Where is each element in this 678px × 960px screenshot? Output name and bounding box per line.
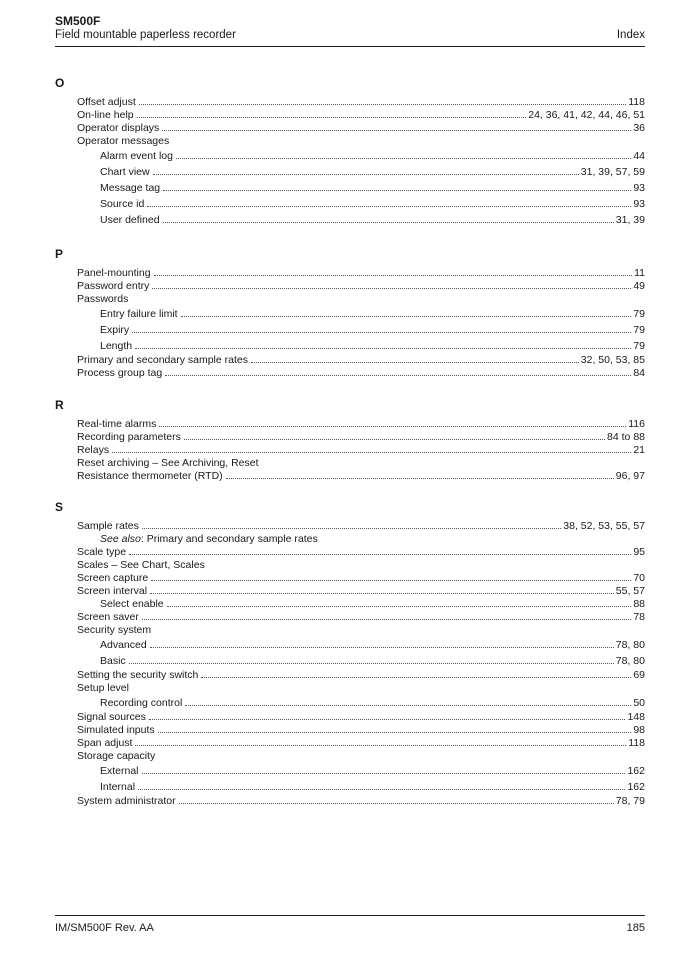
- index-entry: On-line help 24, 36, 41, 42, 44, 46, 51: [77, 109, 645, 121]
- index-entry: Span adjust 118: [77, 737, 645, 749]
- index-entry: Relays 21: [77, 444, 645, 456]
- index-subentry: Basic 78, 80: [100, 655, 645, 667]
- product-name: SM500F: [55, 14, 101, 28]
- section-letter: S: [55, 500, 64, 514]
- index-entry: Scale type 95: [77, 546, 645, 558]
- index-entry: Setup level: [77, 682, 129, 694]
- index-entry: Operator messages: [77, 135, 170, 147]
- index-subentry: Message tag 93: [100, 182, 645, 194]
- index-subentry: Expiry 79: [100, 324, 645, 336]
- index-entry: Security system: [77, 624, 152, 636]
- index-subentry: Entry failure limit 79: [100, 308, 645, 320]
- index-entry: Panel-mounting 11: [77, 267, 645, 279]
- page-footer: [55, 922, 645, 935]
- header-divider: [55, 46, 645, 47]
- index-entry: Setting the security switch 69: [77, 669, 645, 681]
- index-subentry: Alarm event log 44: [100, 150, 645, 162]
- document-reference: IM/SM500F Rev. AA: [55, 922, 154, 934]
- index-entry: Operator displays 36: [77, 122, 645, 134]
- index-subentry: Recording control 50: [100, 697, 645, 709]
- section-letter: P: [55, 247, 64, 261]
- index-subentry: Chart view 31, 39, 57, 59: [100, 166, 645, 178]
- index-entry: Passwords: [77, 293, 129, 305]
- index-subentry: Length 79: [100, 340, 645, 352]
- see-also-note: See also: Primary and secondary sample rates: [100, 533, 318, 545]
- index-entry: Password entry 49: [77, 280, 645, 292]
- index-subentry: User defined 31, 39: [100, 214, 645, 226]
- index-entry: Scales – See Chart, Scales: [77, 559, 205, 571]
- document-subtitle: Field mountable paperless recorder: [55, 29, 236, 41]
- index-section-o: [55, 76, 645, 228]
- section-letter: R: [55, 398, 64, 412]
- index-subentry: Internal 162: [100, 781, 645, 793]
- index-entry: Recording parameters 84 to 88: [77, 431, 645, 443]
- index-entry: Signal sources 148: [77, 711, 645, 723]
- index-section-r: [55, 398, 645, 483]
- index-subentry: External 162: [100, 765, 645, 777]
- index-entry: System administrator 78, 79: [77, 795, 645, 807]
- index-entry: Primary and secondary sample rates 32, 50, 53, 85: [77, 354, 645, 366]
- index-entry: Screen interval 55, 57: [77, 585, 645, 597]
- index-section-p: [55, 247, 645, 380]
- index-entry: Real-time alarms 116: [77, 418, 645, 430]
- index-section-s: [55, 500, 645, 808]
- index-entry: Simulated inputs 98: [77, 724, 645, 736]
- page-header: [55, 14, 645, 42]
- section-name: Index: [616, 29, 645, 41]
- index-entry: Screen capture 70: [77, 572, 645, 584]
- index-entry: Screen saver 78: [77, 611, 645, 623]
- section-letter: O: [55, 76, 65, 90]
- index-entry: Storage capacity: [77, 750, 156, 762]
- index-entry: Reset archiving – See Archiving, Reset: [77, 457, 259, 469]
- index-entry: Sample rates 38, 52, 53, 55, 57: [77, 520, 645, 532]
- index-subentry: Advanced 78, 80: [100, 639, 645, 651]
- index-entry: Process group tag 84: [77, 367, 645, 379]
- index-entry: Offset adjust 118: [77, 96, 645, 108]
- index-entry: Resistance thermometer (RTD) 96, 97: [77, 470, 645, 482]
- header-row: [55, 28, 645, 42]
- index-subentry: Select enable 88: [100, 598, 645, 610]
- index-subentry: Source id 93: [100, 198, 645, 210]
- page-number: 185: [626, 922, 645, 934]
- footer-divider: [55, 915, 645, 916]
